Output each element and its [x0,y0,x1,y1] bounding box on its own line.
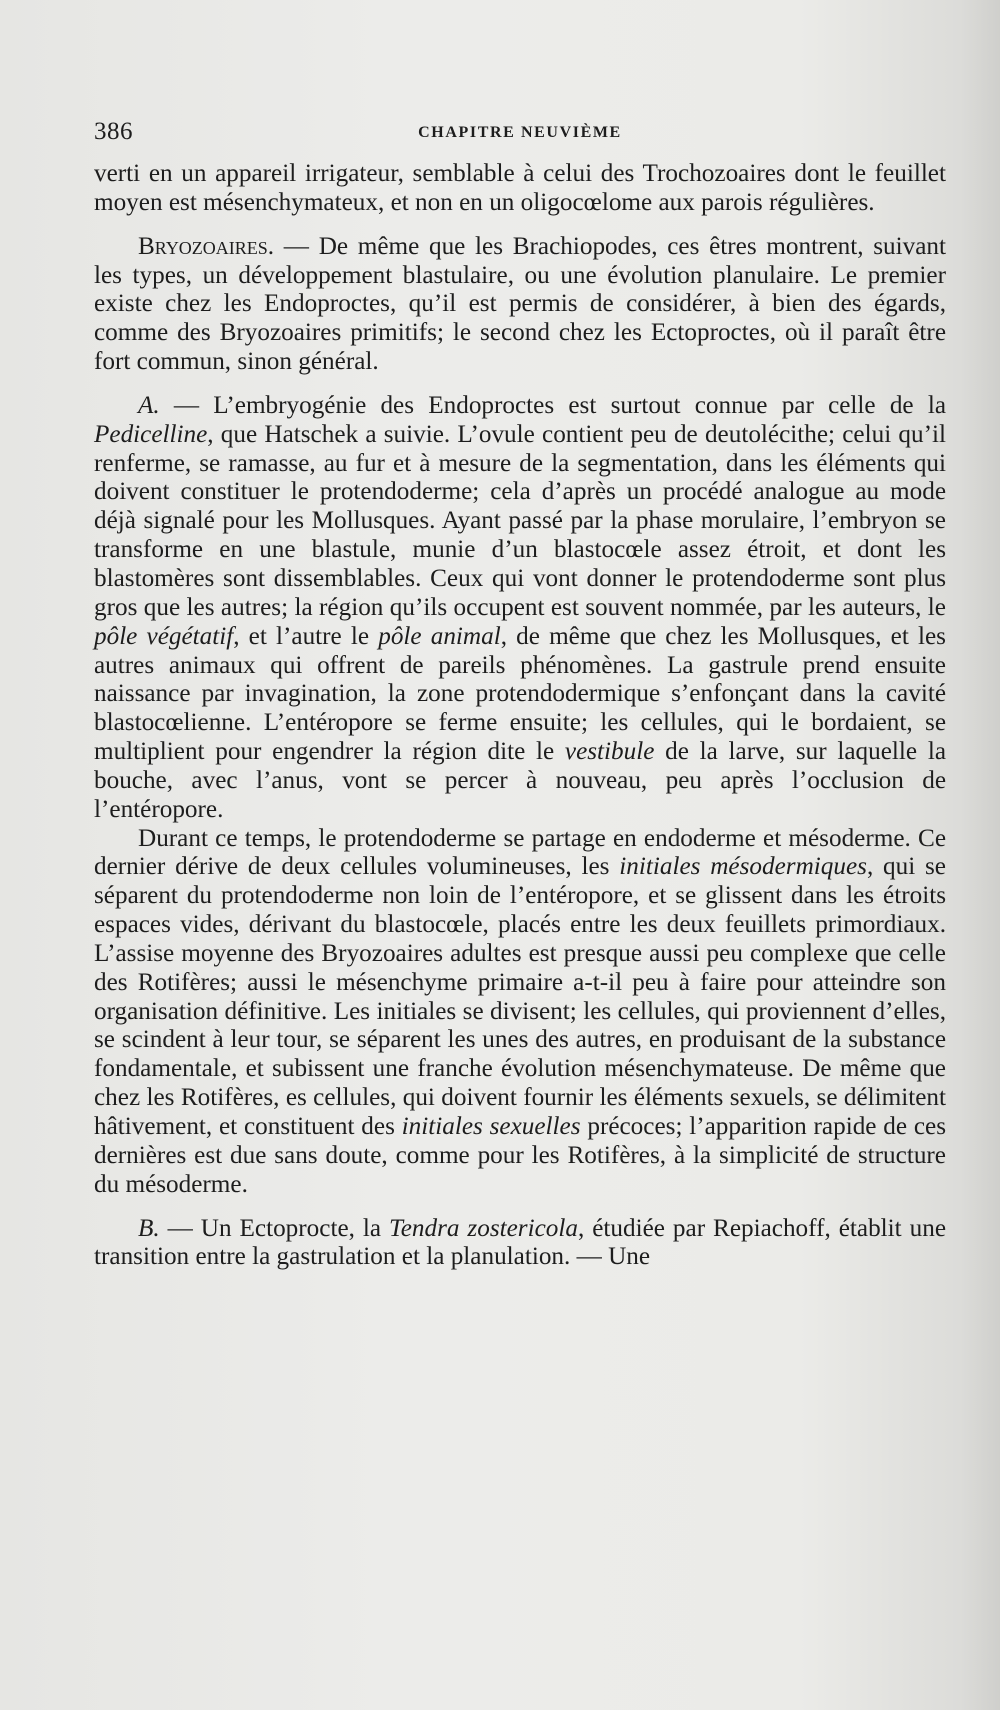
paragraph-text: — L’embryogénie des Endoproctes est surtout connue par celle de la [159,391,946,419]
italic-term: Tendra zostericola [389,1214,578,1242]
italic-term: initiales sexuelles [401,1113,581,1140]
paragraph-text: , et l’autre le [233,622,379,650]
paragraph-mesoderme [94,825,946,1200]
paragraph-text: , que Hatschek a suivie. L’ovule contient peu de deutolécithe; celui qu’il renferme, se ramasse, au fur et à mesure de la segmentation, dans les éléments qui doivent constituer le protendoderme; cela d’après un procédé analogue au mode déjà signalé pour les Mollusques. Ayant passé par la phase morulaire, l’embryon se transforme en une blastule, munie d’un blastocœle assez étroit, et dont les blastomères sont dissemblables. Ceux qui vont donner le protendoderme sont plus gros que les autres; la région qu’ils occupent est souvent nommée, par les auteurs, le [94,420,946,621]
paragraph-text: précoces; l’apparition rapide de ces dernières est due sans doute, comme pour les Rotifères, à la simplicité de structure du mésoderme. [94,1113,946,1198]
section-letter-a: A. [138,391,160,419]
italic-term: vestibule [564,738,655,766]
section-heading-bryozoaires: Bryozoaires. [138,232,275,260]
paragraph-text: de la larve, sur laquelle la bouche, avec l’anus, vont se percer à nouveau, peu après l’occlusion de l’entéropore. [94,738,946,823]
italic-term: pôle végétatif [94,622,234,650]
paragraph-section-b [94,1215,946,1273]
paragraph-text: Durant ce temps, le protendoderme se partage en endoderme et mésoderme. Ce dernier dérive de deux cellules volumineuses, les [94,824,946,881]
paragraph-text: — De même que les Brachiopodes, ces êtres montrent, suivant les types, un développement blastulaire, ou une évolution planulaire. Le premier existe chez les Endoproctes, qu’il est permis de considérer, à bien des égards, comme des Bryozoaires primitifs; le second chez les Ectoproctes, où il paraît être fort commun, sinon général. [94,232,946,376]
paragraph-text: verti en un appareil irrigateur, semblable à celui des Trochozoaires dont le feuillet moyen est mésenchymateux, et non en un oligocœlome aux parois régulières. [94,160,946,216]
section-letter-b: B. [138,1214,160,1242]
paragraph-text: , étudiée par Repiachoff, établit une transition entre la gastrulation et la planulation. — Une [94,1214,946,1271]
page-header [94,118,946,148]
paragraph-text: — Un Ectoprocte, la [159,1214,390,1242]
paragraph-continuation [94,160,946,218]
paragraph-section-a [94,392,946,825]
italic-term: pôle animal [378,622,501,650]
running-head: CHAPITRE NEUVIÈME [418,124,622,141]
page-number: 386 [94,118,133,145]
body-text [94,160,946,1272]
paragraph-bryozoaires [94,233,946,377]
paragraph-text: , qui se séparent du protendoderme non loin de l’entéropore, et se glissent dans les étroits espaces vides, dérivant du blastocœle, placés entre les deux feuillets primordiaux. L’assise moyenne des Bryozoaires adultes est presque aussi peu complexe que celle des Rotifères; aussi le mésenchyme primaire a-t-il peu à faire pour atteindre son organisation définitive. Les initiales se divisent; les cellules, qui proviennent d’elles, se scindent à leur tour, se séparent les unes des autres, en produisant de la substance fondamentale, et subissent une franche évolution mésenchymateuse. De même que chez les Rotifères, es cellules, qui doivent fournir les éléments sexuels, se délimitent hâtivement, et constituent des [94,853,946,1140]
italic-term: Pedicelline [94,420,208,448]
italic-term: initiales mésodermiques [619,853,867,881]
paragraph-text: , de même que chez les Mollusques, et les autres animaux qui offrent de pareils phénomènes. La gastrule prend ensuite naissance par invagination, la zone protendodermique s’enfonçant dans la cavité blastocœlienne. L’entéropore se ferme ensuite; les cellules, qui le bordaient, se multiplient pour engendrer la région dite le [94,622,946,766]
